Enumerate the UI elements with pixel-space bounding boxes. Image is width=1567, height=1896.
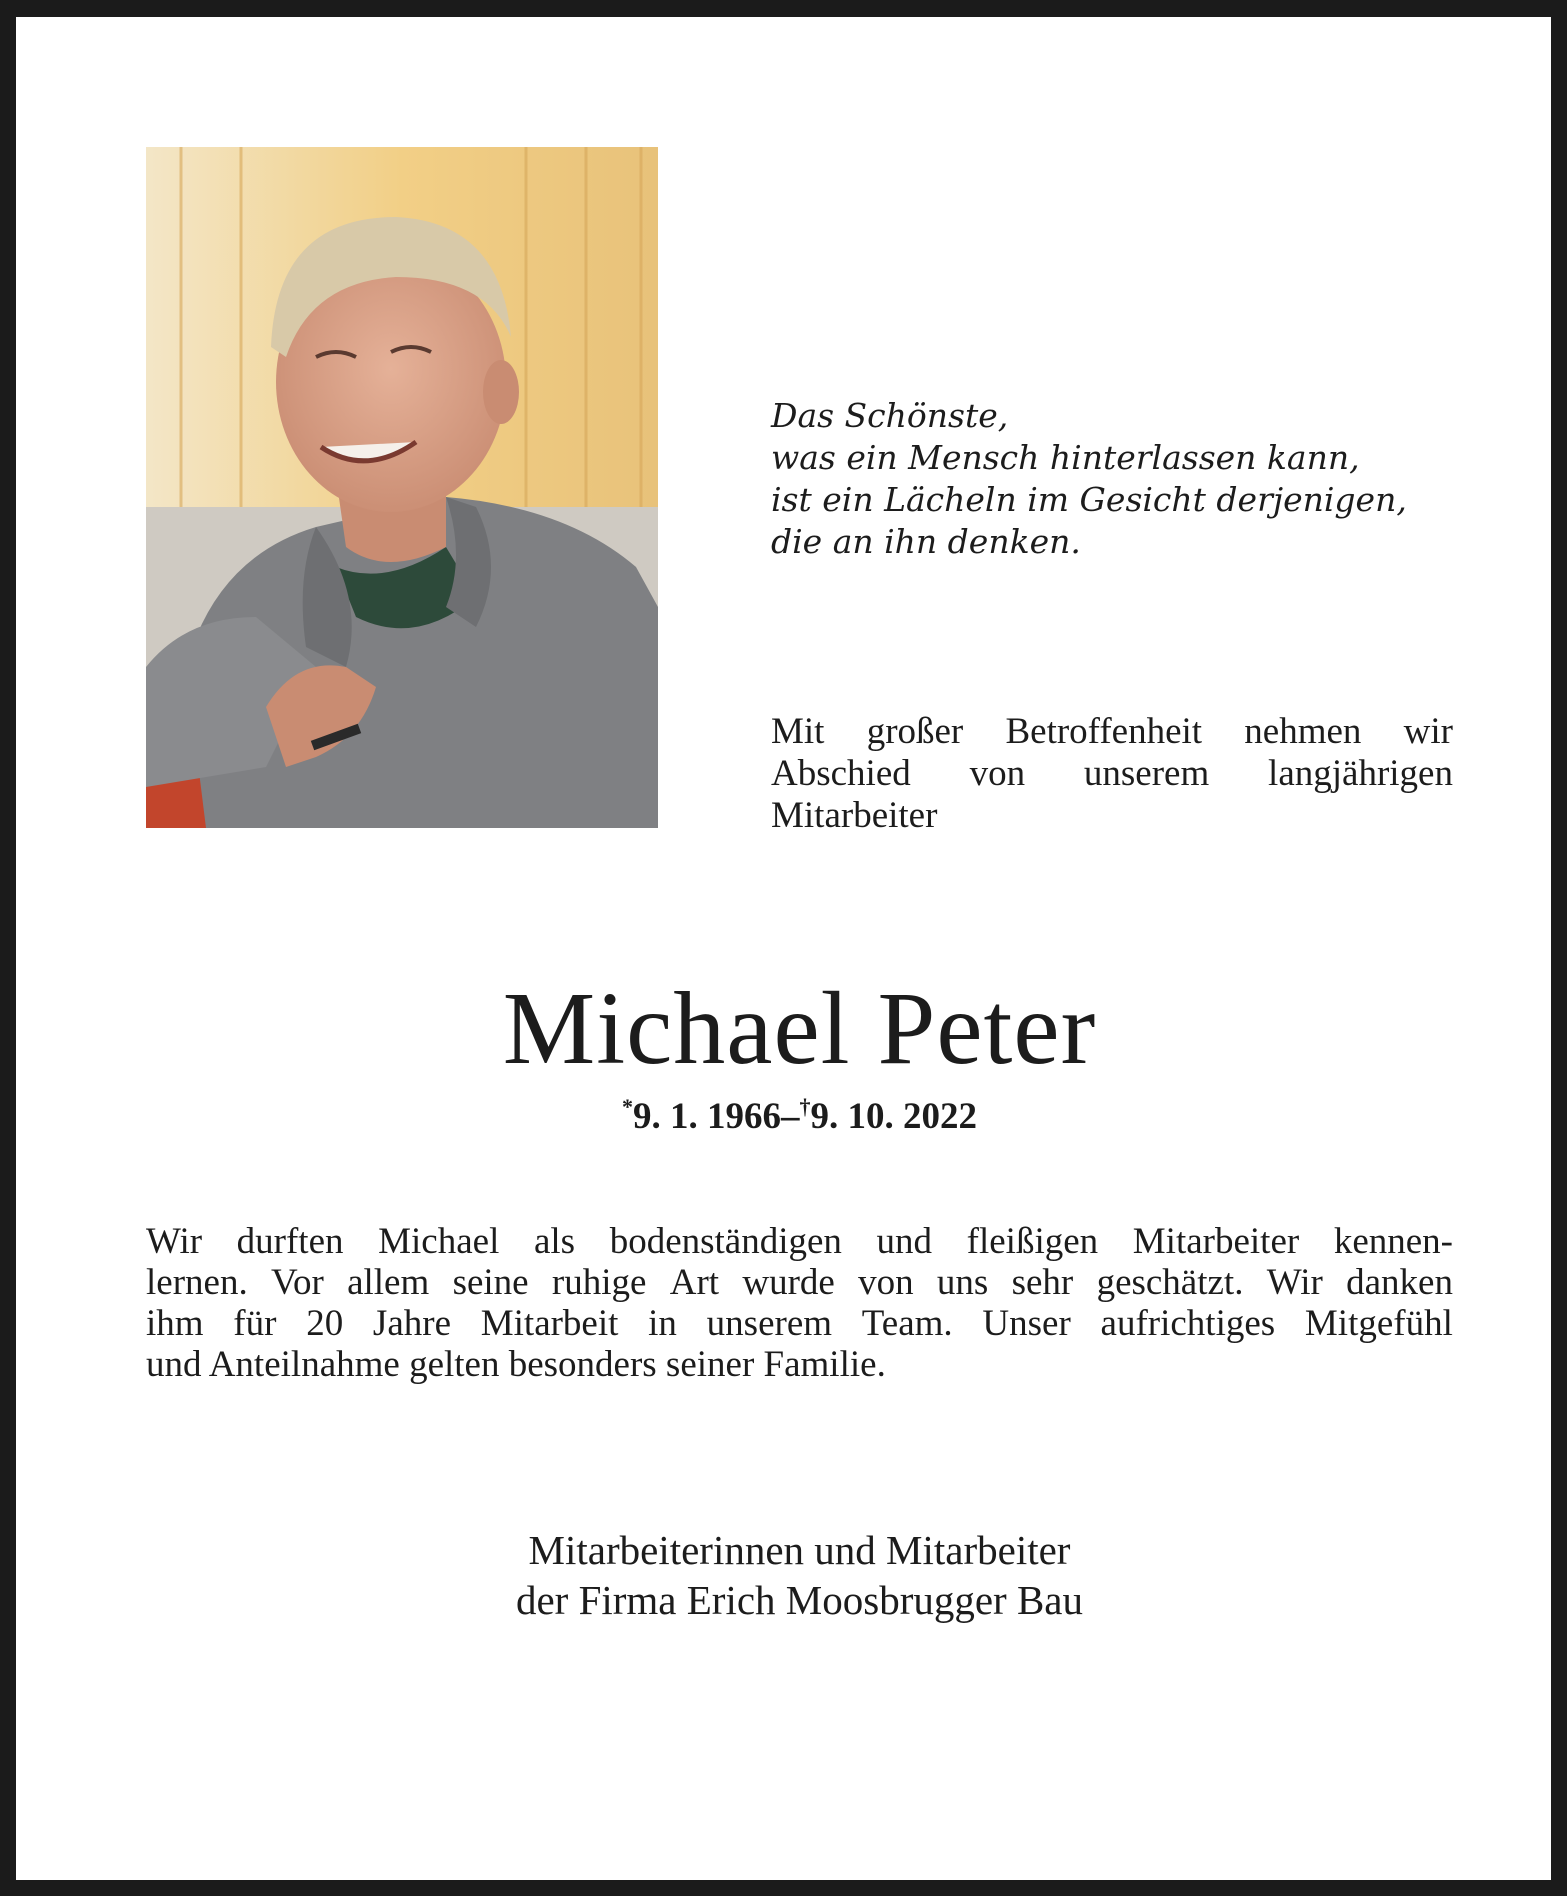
- word: Mitgefühl: [1304, 1303, 1453, 1344]
- word: seine: [452, 1262, 529, 1303]
- memorial-quote: [771, 395, 1471, 563]
- word: Abschied: [771, 753, 911, 794]
- message-line-2: [146, 1262, 1453, 1303]
- message-line-4: und Anteilnahme gelten besonders seiner Familie.: [146, 1344, 886, 1385]
- quote-line: Das Schönste,: [771, 396, 1009, 435]
- word: uns: [936, 1262, 989, 1303]
- word: ihm: [146, 1303, 204, 1344]
- life-dates: [16, 1095, 1567, 1139]
- deceased-name: Michael Peter: [502, 971, 1097, 1086]
- word: aufrichtiges: [1100, 1303, 1276, 1344]
- word: nehmen: [1244, 711, 1362, 752]
- word: fleißigen: [966, 1221, 1099, 1262]
- signature-line-1: Mitarbeiterinnen und Mitarbeiter: [528, 1527, 1071, 1573]
- word: Mitarbeit: [480, 1303, 619, 1344]
- birth-symbol: *: [622, 1094, 633, 1119]
- word: langjährigen: [1268, 753, 1453, 794]
- word: Wir: [146, 1221, 203, 1262]
- word: unserem: [1083, 753, 1210, 794]
- word: kennen-: [1333, 1221, 1453, 1262]
- word: als: [533, 1221, 576, 1262]
- word: durften: [236, 1221, 344, 1262]
- intro-line-1: [771, 711, 1453, 753]
- word: danken: [1346, 1262, 1453, 1303]
- signature-block: [16, 1525, 1567, 1625]
- word: für: [233, 1303, 277, 1344]
- word: wir: [1403, 711, 1453, 752]
- word: Unser: [982, 1303, 1071, 1344]
- word: 20: [306, 1303, 344, 1344]
- date-separator: –: [781, 1096, 800, 1137]
- word: Vor: [271, 1262, 324, 1303]
- word: in: [648, 1303, 677, 1344]
- message-line-1: [146, 1221, 1453, 1262]
- tribute-message: [146, 1221, 1453, 1385]
- word: lernen.: [146, 1262, 248, 1303]
- word: Team.: [861, 1303, 953, 1344]
- word: Mitarbeiter: [1132, 1221, 1300, 1262]
- birth-date: 9. 1. 1966: [633, 1096, 781, 1137]
- word: allem: [347, 1262, 430, 1303]
- word: Michael: [378, 1221, 500, 1262]
- word: großer: [866, 711, 964, 752]
- portrait-image: [146, 147, 658, 828]
- word: sehr: [1011, 1262, 1074, 1303]
- intro-line-3: Mitarbeiter: [771, 795, 938, 836]
- quote-line: die an ihn denken.: [771, 522, 1081, 561]
- word: ruhige: [551, 1262, 647, 1303]
- message-line-3: [146, 1303, 1453, 1344]
- word: Art: [669, 1262, 720, 1303]
- quote-line: ist ein Lächeln im Gesicht derjenigen,: [771, 480, 1407, 519]
- death-symbol: †: [799, 1094, 811, 1119]
- word: bodenständigen: [609, 1221, 842, 1262]
- word: Wir: [1266, 1262, 1323, 1303]
- word: und: [876, 1221, 933, 1262]
- word: Mit: [771, 711, 825, 752]
- quote-line: was ein Mensch hinterlassen kann,: [771, 438, 1360, 477]
- intro-text: [771, 711, 1453, 837]
- word: geschätzt.: [1096, 1262, 1244, 1303]
- portrait-photo: [146, 147, 658, 828]
- word: unserem: [706, 1303, 833, 1344]
- word: von: [858, 1262, 914, 1303]
- intro-line-2: [771, 753, 1453, 795]
- word: Jahre: [372, 1303, 451, 1344]
- word: wurde: [742, 1262, 835, 1303]
- word: Betroffenheit: [1005, 711, 1203, 752]
- signature-line-2: der Firma Erich Moosbrugger Bau: [515, 1577, 1084, 1623]
- word: von: [969, 753, 1026, 794]
- death-date: 9. 10. 2022: [810, 1096, 977, 1137]
